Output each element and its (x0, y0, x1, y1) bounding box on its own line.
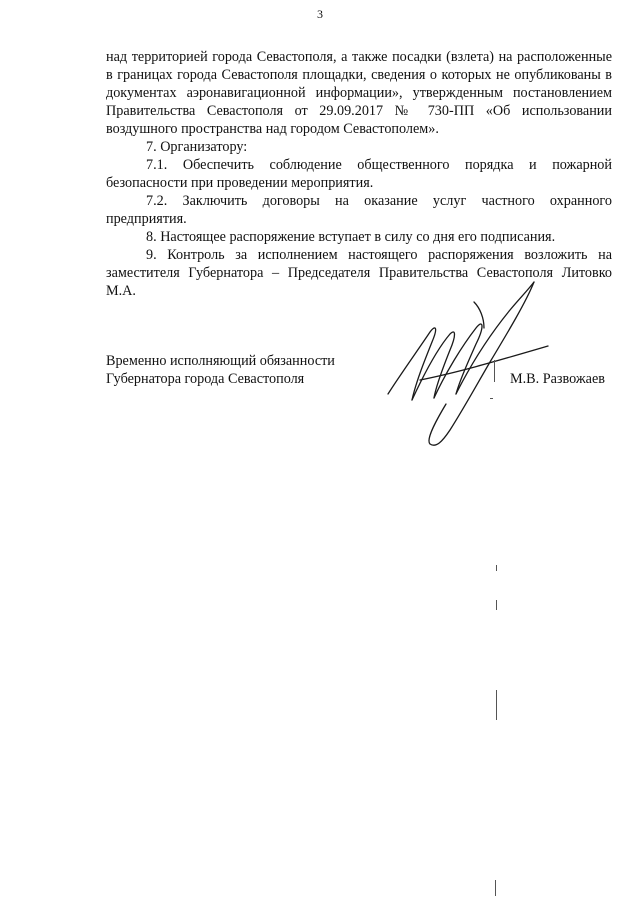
signatory-position (106, 352, 335, 388)
paragraph-item-9: 9. Контроль за исполнением настоящего распоряжения возложить на заместителя Губернатора – Председателя Правительства Севастополя Литовко М.А. (106, 247, 612, 299)
paragraph-item-7: 7. Организатору: (146, 139, 248, 155)
signer-name: М.В. Развожаев (510, 371, 605, 387)
paragraph-item-8: 8. Настоящее распоряжение вступает в силу со дня его подписания. (146, 229, 556, 245)
page-number: 3 (317, 7, 323, 21)
handwritten-signature (380, 262, 560, 462)
paragraph-continuation: над территорией города Севастополя, а также посадки (взлета) на расположенные в границах города Севастополя площадки, сведения о которых не опубликованы в документах аэронавигационной информации», утвержденным постановлением Правительства Севастополя от 29.09.2017 № 730-ПП «Об использовании воздушного пространства над городом Севастополем». (106, 49, 612, 137)
paragraph-item-7-1: 7.1. Обеспечить соблюдение общественного порядка и пожарной безопасности при проведении мероприятия. (106, 157, 612, 191)
signatory-position-line1: Временно исполняющий обязанности (106, 353, 335, 369)
scan-artifacts (490, 360, 510, 900)
paragraph-item-7-2: 7.2. Заключить договоры на оказание услуг частного охранного предприятия. (106, 193, 612, 227)
signatory-position-line2: Губернатора города Севастополя (106, 371, 305, 387)
